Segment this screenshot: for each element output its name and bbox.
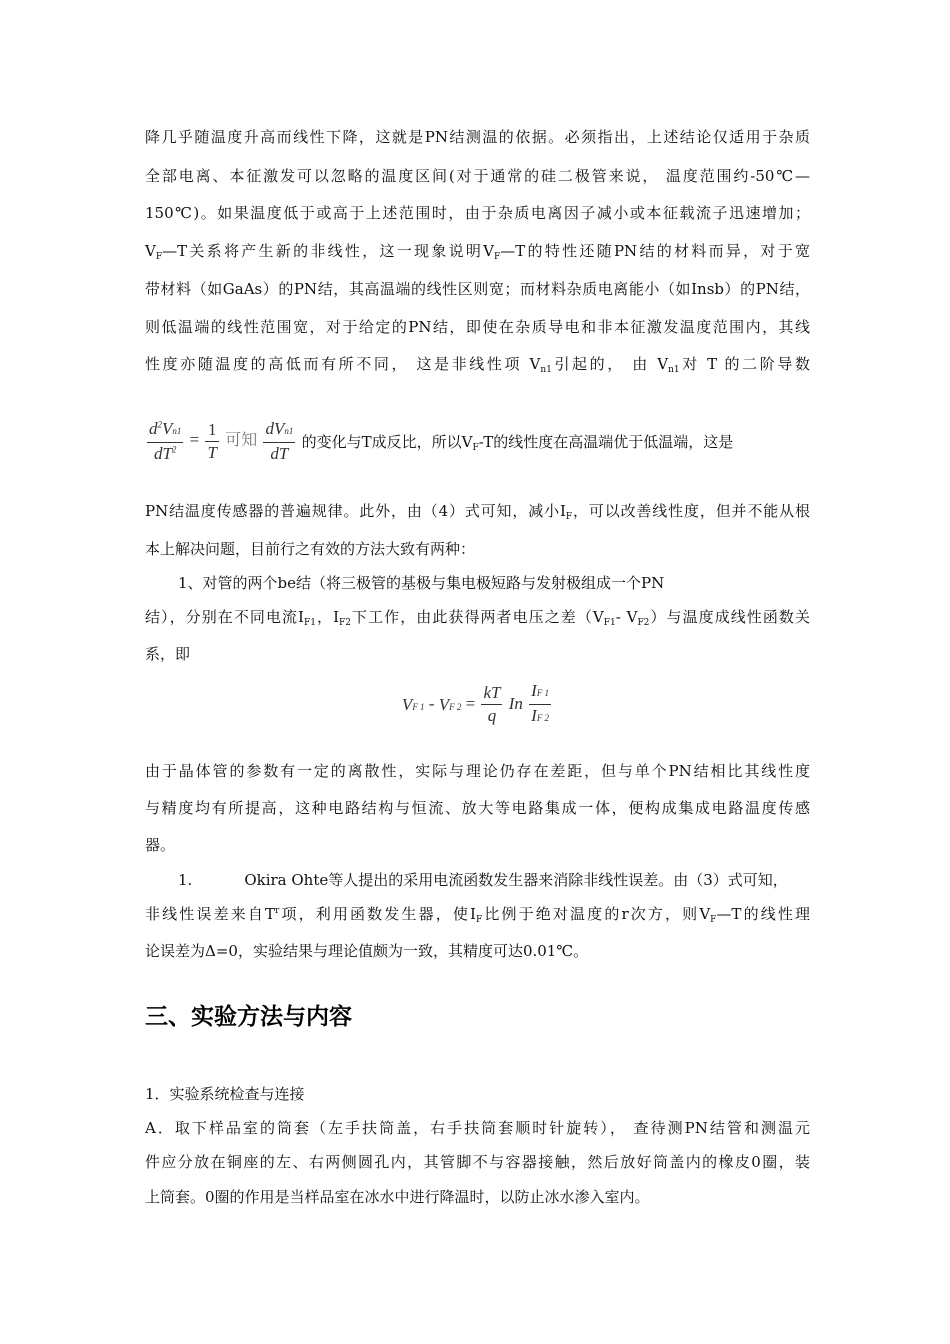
paragraph-line: 带材料（如GaAs）的PN结，其高温端的线性区则宽；而材料杂质电离能小（如Insb）的PN结， (145, 280, 810, 298)
voltage-difference-equation: VF 1 - VF 2 = $\frac{kT}{q}$ In $\frac{IF 1}{IF 2}$ (401, 681, 550, 725)
section-heading: 三、实验方法与内容 (145, 1004, 352, 1030)
equation-trailing-text: 的变化与T成反比，所以$V_F-T$的线性度在高温端优于低温端，这是 (301, 432, 734, 453)
paragraph-line: 系，即 (145, 645, 191, 663)
list-item: 1. Okira Ohte等人提出的采用电流函数发生器来消除非线性误差。由（3）式可知， (178, 871, 788, 889)
paragraph-line: $V_F—T$关系将产生新的非线性，这一现象说明$V_F—T$的特性还随PN结的材料而异，对于宽 (145, 242, 810, 262)
paragraph-line: A．取下样品室的筒套（左手扶筒盖，右手扶筒套顺时针旋转）， 查待测PN结管和测温元 (145, 1119, 810, 1137)
paragraph-line: 器。 (145, 836, 176, 854)
paragraph-line: 降几乎随温度升高而线性下降，这就是PN结测温的依据。必须指出，上述结论仅适用于杂质 (145, 128, 810, 146)
subsection-title: 1．实验系统检查与连接 (145, 1085, 305, 1103)
paragraph-line: 上筒套。0圈的作用是当样品室在冰水中进行降温时，以防止冰水渗入室内。 (145, 1188, 650, 1206)
paragraph-line: 150℃)。如果温度低于或高于上述范围时，由于杂质电离因子减小或本征载流子迅速增加； (145, 204, 810, 222)
paragraph-line: 与精度均有所提高，这种电路结构与恒流、放大等电路集成一体，便构成集成电路温度传感 (145, 799, 810, 817)
list-item: 1、对管的两个be结（将三极管的基极与集电极短路与发射极组成一个PN (178, 574, 665, 592)
derivative-equation-line (145, 418, 810, 465)
paragraph-line: 性度亦随温度的高低而有所不同， 这是非线性项 $V_{n1}$引起的， 由 $V_{n1}$对 T 的二阶导数 (145, 355, 810, 375)
second-derivative-equation: $\frac{d^2Vn1}{dT^2}$ = $\frac{1}{T}$ 可知 $\frac{\text{dVn1}}{dT}$ (149, 419, 294, 463)
paragraph-line: 非线性误差来自$T^r$项，利用函数发生器，使$I_F$比例于绝对温度的r次方，则$V_F—T$的线性理 (145, 905, 810, 925)
paragraph-line: 全部电离、本征激发可以忽略的温度区间(对于通常的硅二极管来说， 温度范围约-50℃— (145, 167, 810, 185)
paragraph-line: 由于晶体管的参数有一定的离散性，实际与理论仍存在差距，但与单个PN结相比其线性度 (145, 762, 810, 780)
paragraph-line: PN结温度传感器的普遍规律。此外，由（4）式可知，减小$I_F$，可以改善线性度，但并不能从根 (145, 502, 810, 522)
paragraph-line: 件应分放在铜座的左、右两侧圆孔内，其管脚不与容器接触，然后放好筒盖内的橡皮0圈，装 (145, 1153, 810, 1171)
paragraph-line: 则低温端的线性范围宽，对于给定的PN结，即使在杂质导电和非本征激发温度范围内，其线 (145, 318, 810, 336)
paragraph-line: 本上解决问题，目前行之有效的方法大致有两种： (145, 540, 476, 558)
paragraph-line: 结），分别在不同电流$I_{F1}$，$I_{F2}$下工作，由此获得两者电压之差（$V_{F1}-$ $V_{F2}$）与温度成线性函数关 (145, 608, 810, 628)
paragraph-line: 论误差为Δ=0，实验结果与理论值颇为一致，其精度可达0.01℃。 (145, 942, 589, 960)
